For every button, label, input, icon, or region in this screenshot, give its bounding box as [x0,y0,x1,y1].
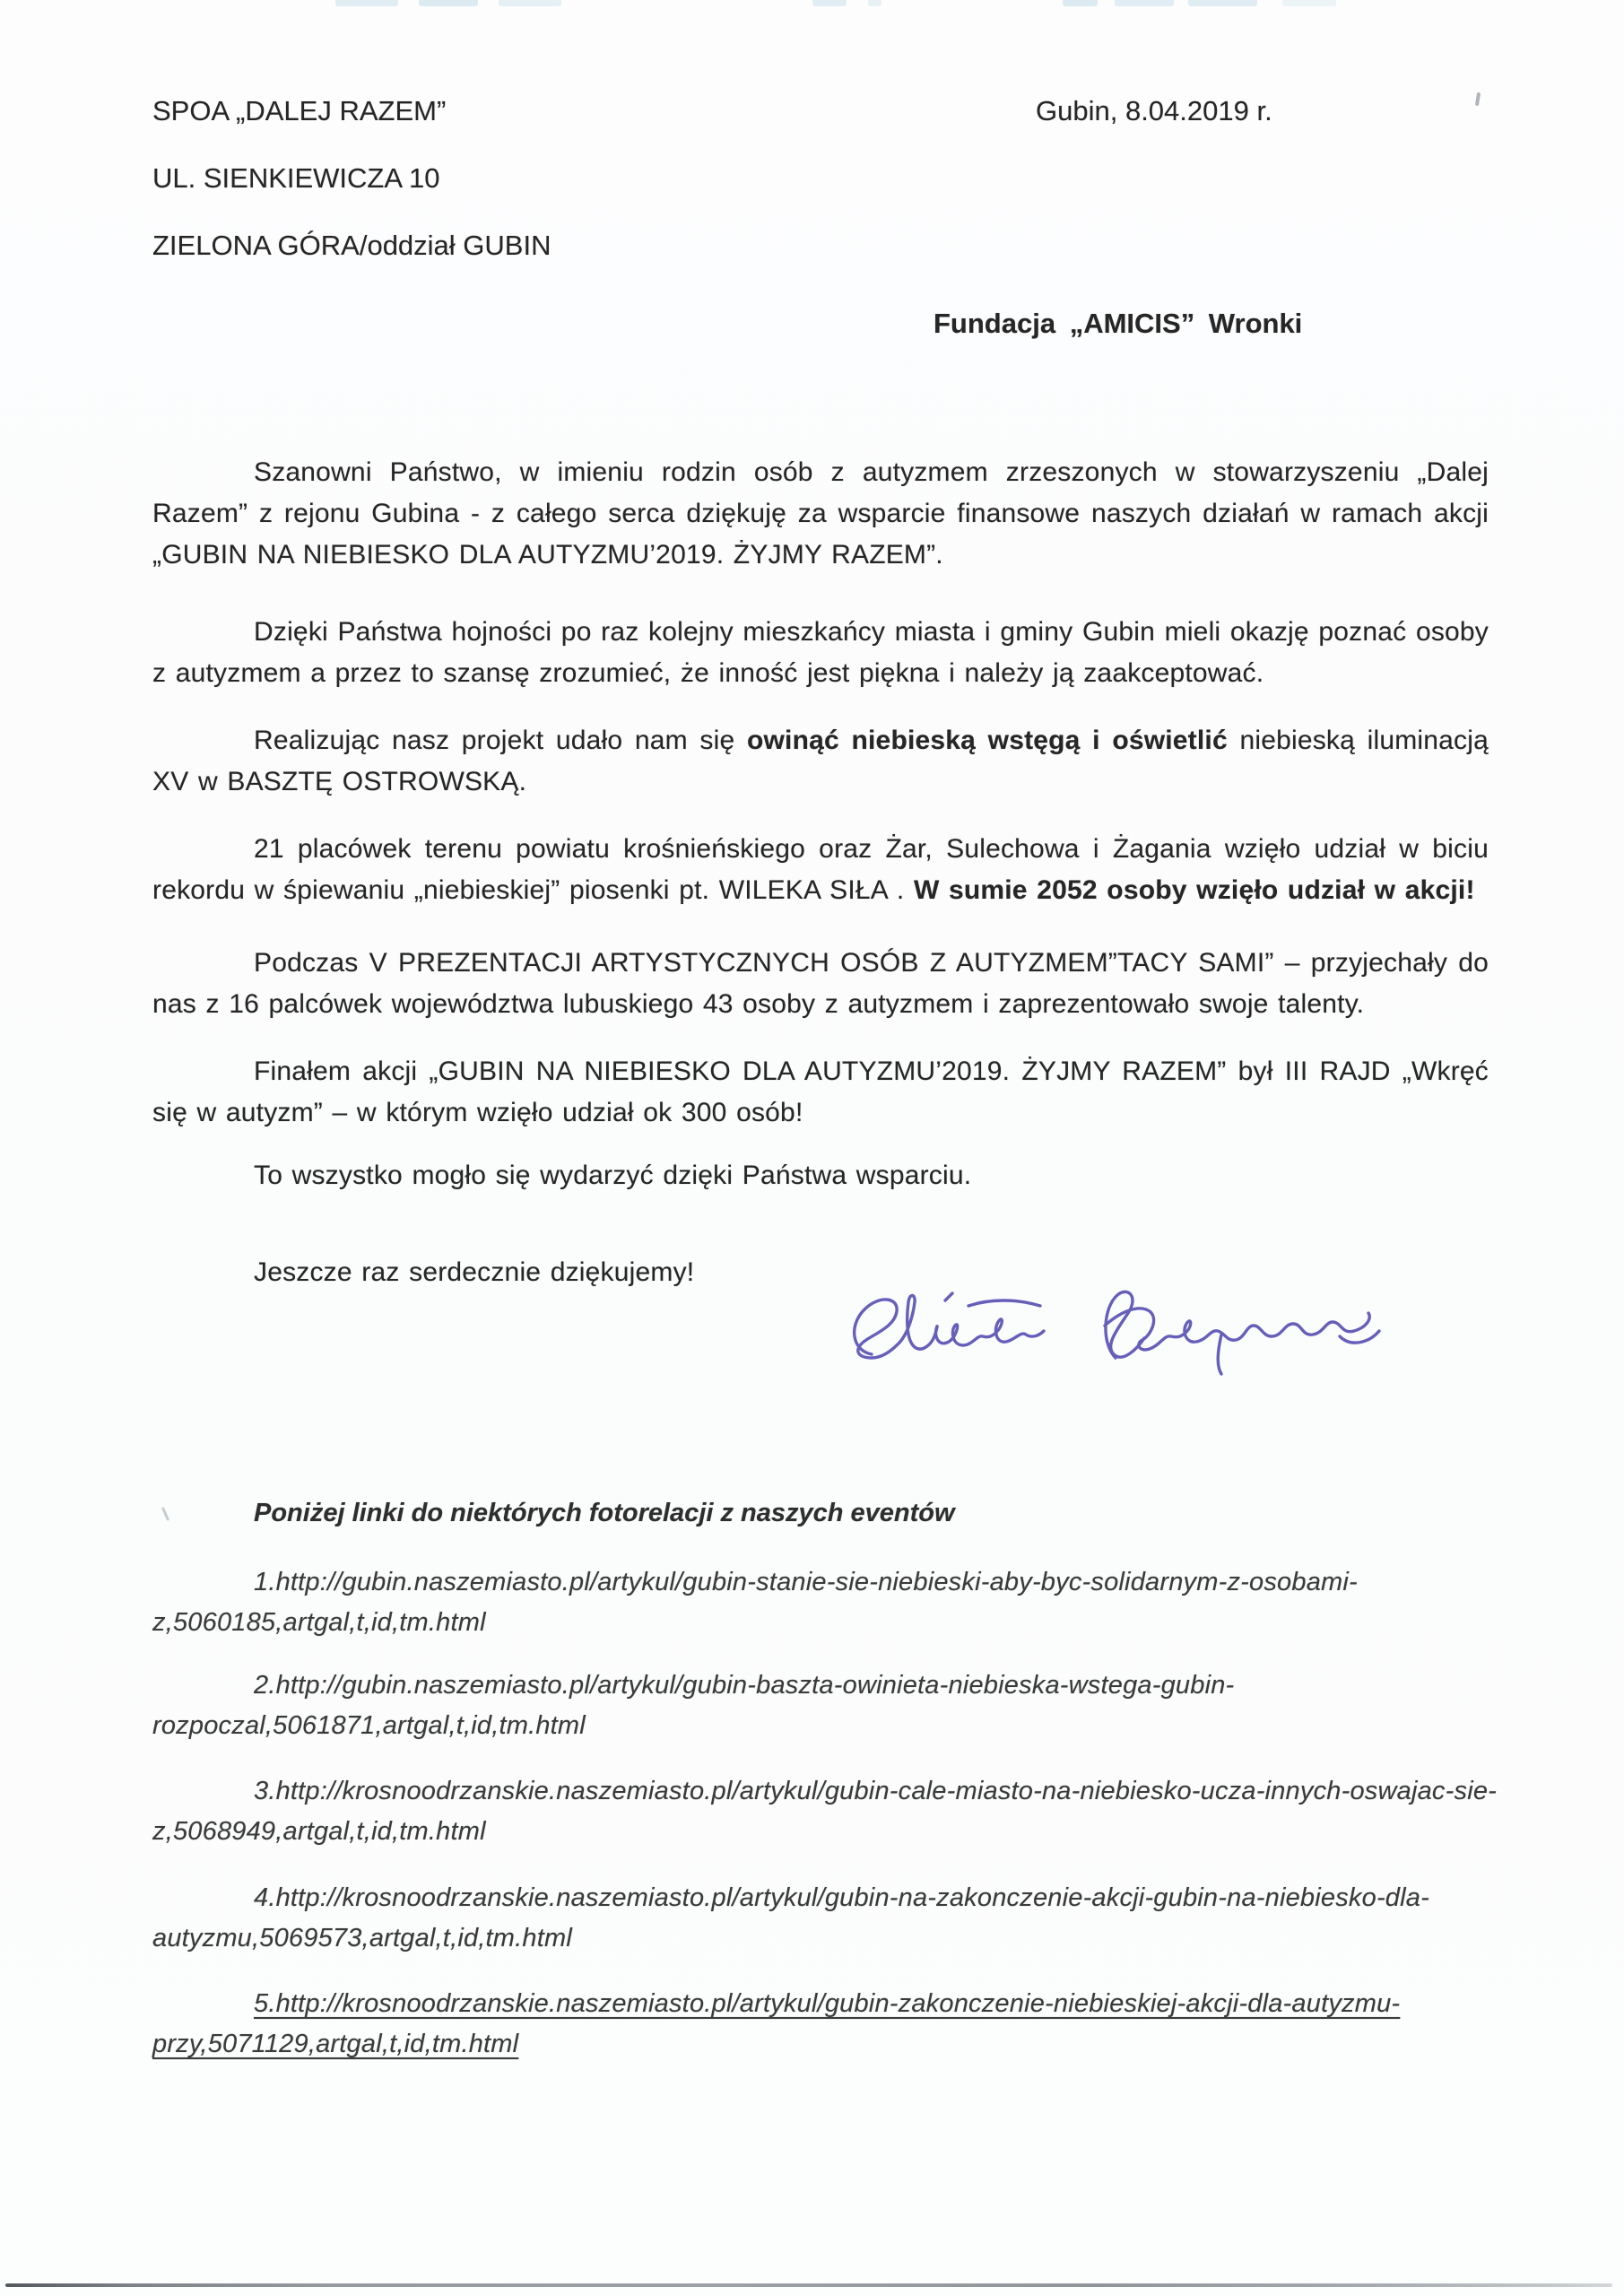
paragraph-finale-rally: Finałem akcji „GUBIN NA NIEBIESKO DLA AUTYZMU’2019. ŻYJMY RAZEM” był III RAJD „Wkręć się w autyzm” – w którym wzięło udział ok 300 osób! [152,1057,1489,1127]
signature-ink [855,1292,1379,1374]
photo-link-1-line1: 1.http://gubin.naszemiasto.pl/artykul/gubin-stanie-sie-niebieski-aby-byc-solidarnym-z-osobami- [254,1568,1358,1596]
photo-link-5-line2: przy,5071129,artgal,t,id,tm.html [152,2030,519,2058]
sender-street: UL. SIENKIEWICZA 10 [152,162,440,194]
links-section-heading: Poniżej linki do niektórych fotorelacji z naszych eventów [254,1499,955,1527]
photo-link-1 [152,1562,1358,1643]
letter-date: Gubin, 8.04.2019 r. [1036,95,1272,126]
paragraph-generosity: Dzięki Państwa hojności po raz kolejny mieszkańcy miasta i gminy Gubin mieli okazję poznać osoby z autyzmem a przez to szansę zrozumieć, że inność jest piękna i należy ją zaakceptować. [152,617,1489,688]
recipient-name: Fundacja „AMICIS” Wronki [934,308,1303,339]
photo-link-2-line2: rozpoczal,5061871,artgal,t,id,tm.html [152,1711,586,1740]
scan-artifact-top [499,0,561,6]
photo-link-3-line2: z,5068949,artgal,t,id,tm.html [152,1817,486,1846]
photo-link-4-line1: 4.http://krosnoodrzanskie.naszemiasto.pl/artykul/gubin-na-zakonczenie-akcji-gubin-na-niebiesko-dla- [254,1883,1429,1912]
paragraph-singing-record: 21 placówek terenu powiatu krośnieńskiego oraz Żar, Sulechowa i Żagania wzięło udział w biciu rekordu w śpiewaniu „niebieskiej” piosenki pt. WILEKA SIŁA . W sumie 2052 osoby wzięło udział w akcji! [152,834,1489,905]
photo-link-3 [152,1771,1497,1852]
scan-edge-line [5,2283,1612,2287]
photo-link-3-line1: 3.http://krosnoodrzanskie.naszemiasto.pl/artykul/gubin-cale-miasto-na-niebiesko-ucza-innych-oswajac-sie- [254,1777,1498,1805]
photo-link-5-line1: 5.http://krosnoodrzanskie.naszemiasto.pl/artykul/gubin-zakonczenie-niebieskiej-akcji-dla-autyzmu- [254,1989,1401,2018]
photo-link-1-line2: z,5060185,artgal,t,id,tm.html [152,1608,486,1637]
scan-artifact-top [419,0,478,6]
handwritten-signature [841,1261,1397,1396]
photo-link-2-line1: 2.http://gubin.naszemiasto.pl/artykul/gubin-baszta-owinieta-niebieska-wstega-gubin- [254,1671,1235,1700]
scan-artifact-speck [1475,92,1481,106]
photo-link-4-line2: autyzmu,5069573,artgal,t,id,tm.html [152,1924,573,1952]
scan-artifact-top [1063,0,1098,6]
sender-name: SPOA „DALEJ RAZEM” [152,95,447,126]
paragraph-art-presentation: Podczas V PREZENTACJI ARTYSTYCZNYCH OSÓB Z AUTYZMEM”TACY SAMI” – przyjechały do nas z 16 palcówek województwa lubuskiego 43 osoby z autyzmem i zaprezentowało swoje talenty. [152,948,1489,1019]
paragraph-thanks-again: Jeszcze raz serdecznie dziękujemy! [254,1257,695,1287]
scan-artifact-top [1115,0,1174,6]
photo-link-2 [152,1665,1234,1746]
paragraph-tower-illumination: Realizując nasz projekt udało nam się owinąć niebieską wstęgą i oświetlić niebieską iluminacją XV w BASZTĘ OSTROWSKĄ. [152,726,1489,796]
scan-artifact-top [1188,0,1257,6]
paragraph-greeting: Szanowni Państwo, w imieniu rodzin osób z autyzmem zrzeszonych w stowarzyszeniu „Dalej Razem” z rejonu Gubina - z całego serca dziękuję za wsparcie finansowe naszych działań w ramach akcji „GUBIN NA NIEBIESKO DLA AUTYZMU’2019. ŻYJMY RAZEM”. [152,457,1489,570]
sender-city: ZIELONA GÓRA/oddział GUBIN [152,230,551,261]
paragraph-thanks-support: To wszystko mogło się wydarzyć dzięki Państwa wsparciu. [254,1161,972,1190]
scan-artifact-top [868,0,881,6]
scan-artifact-top [1282,0,1336,6]
photo-link-4 [152,1878,1429,1959]
scan-artifact-top [335,0,398,6]
scan-artifact-top [812,0,847,6]
photo-link-5 [152,1984,1400,2065]
